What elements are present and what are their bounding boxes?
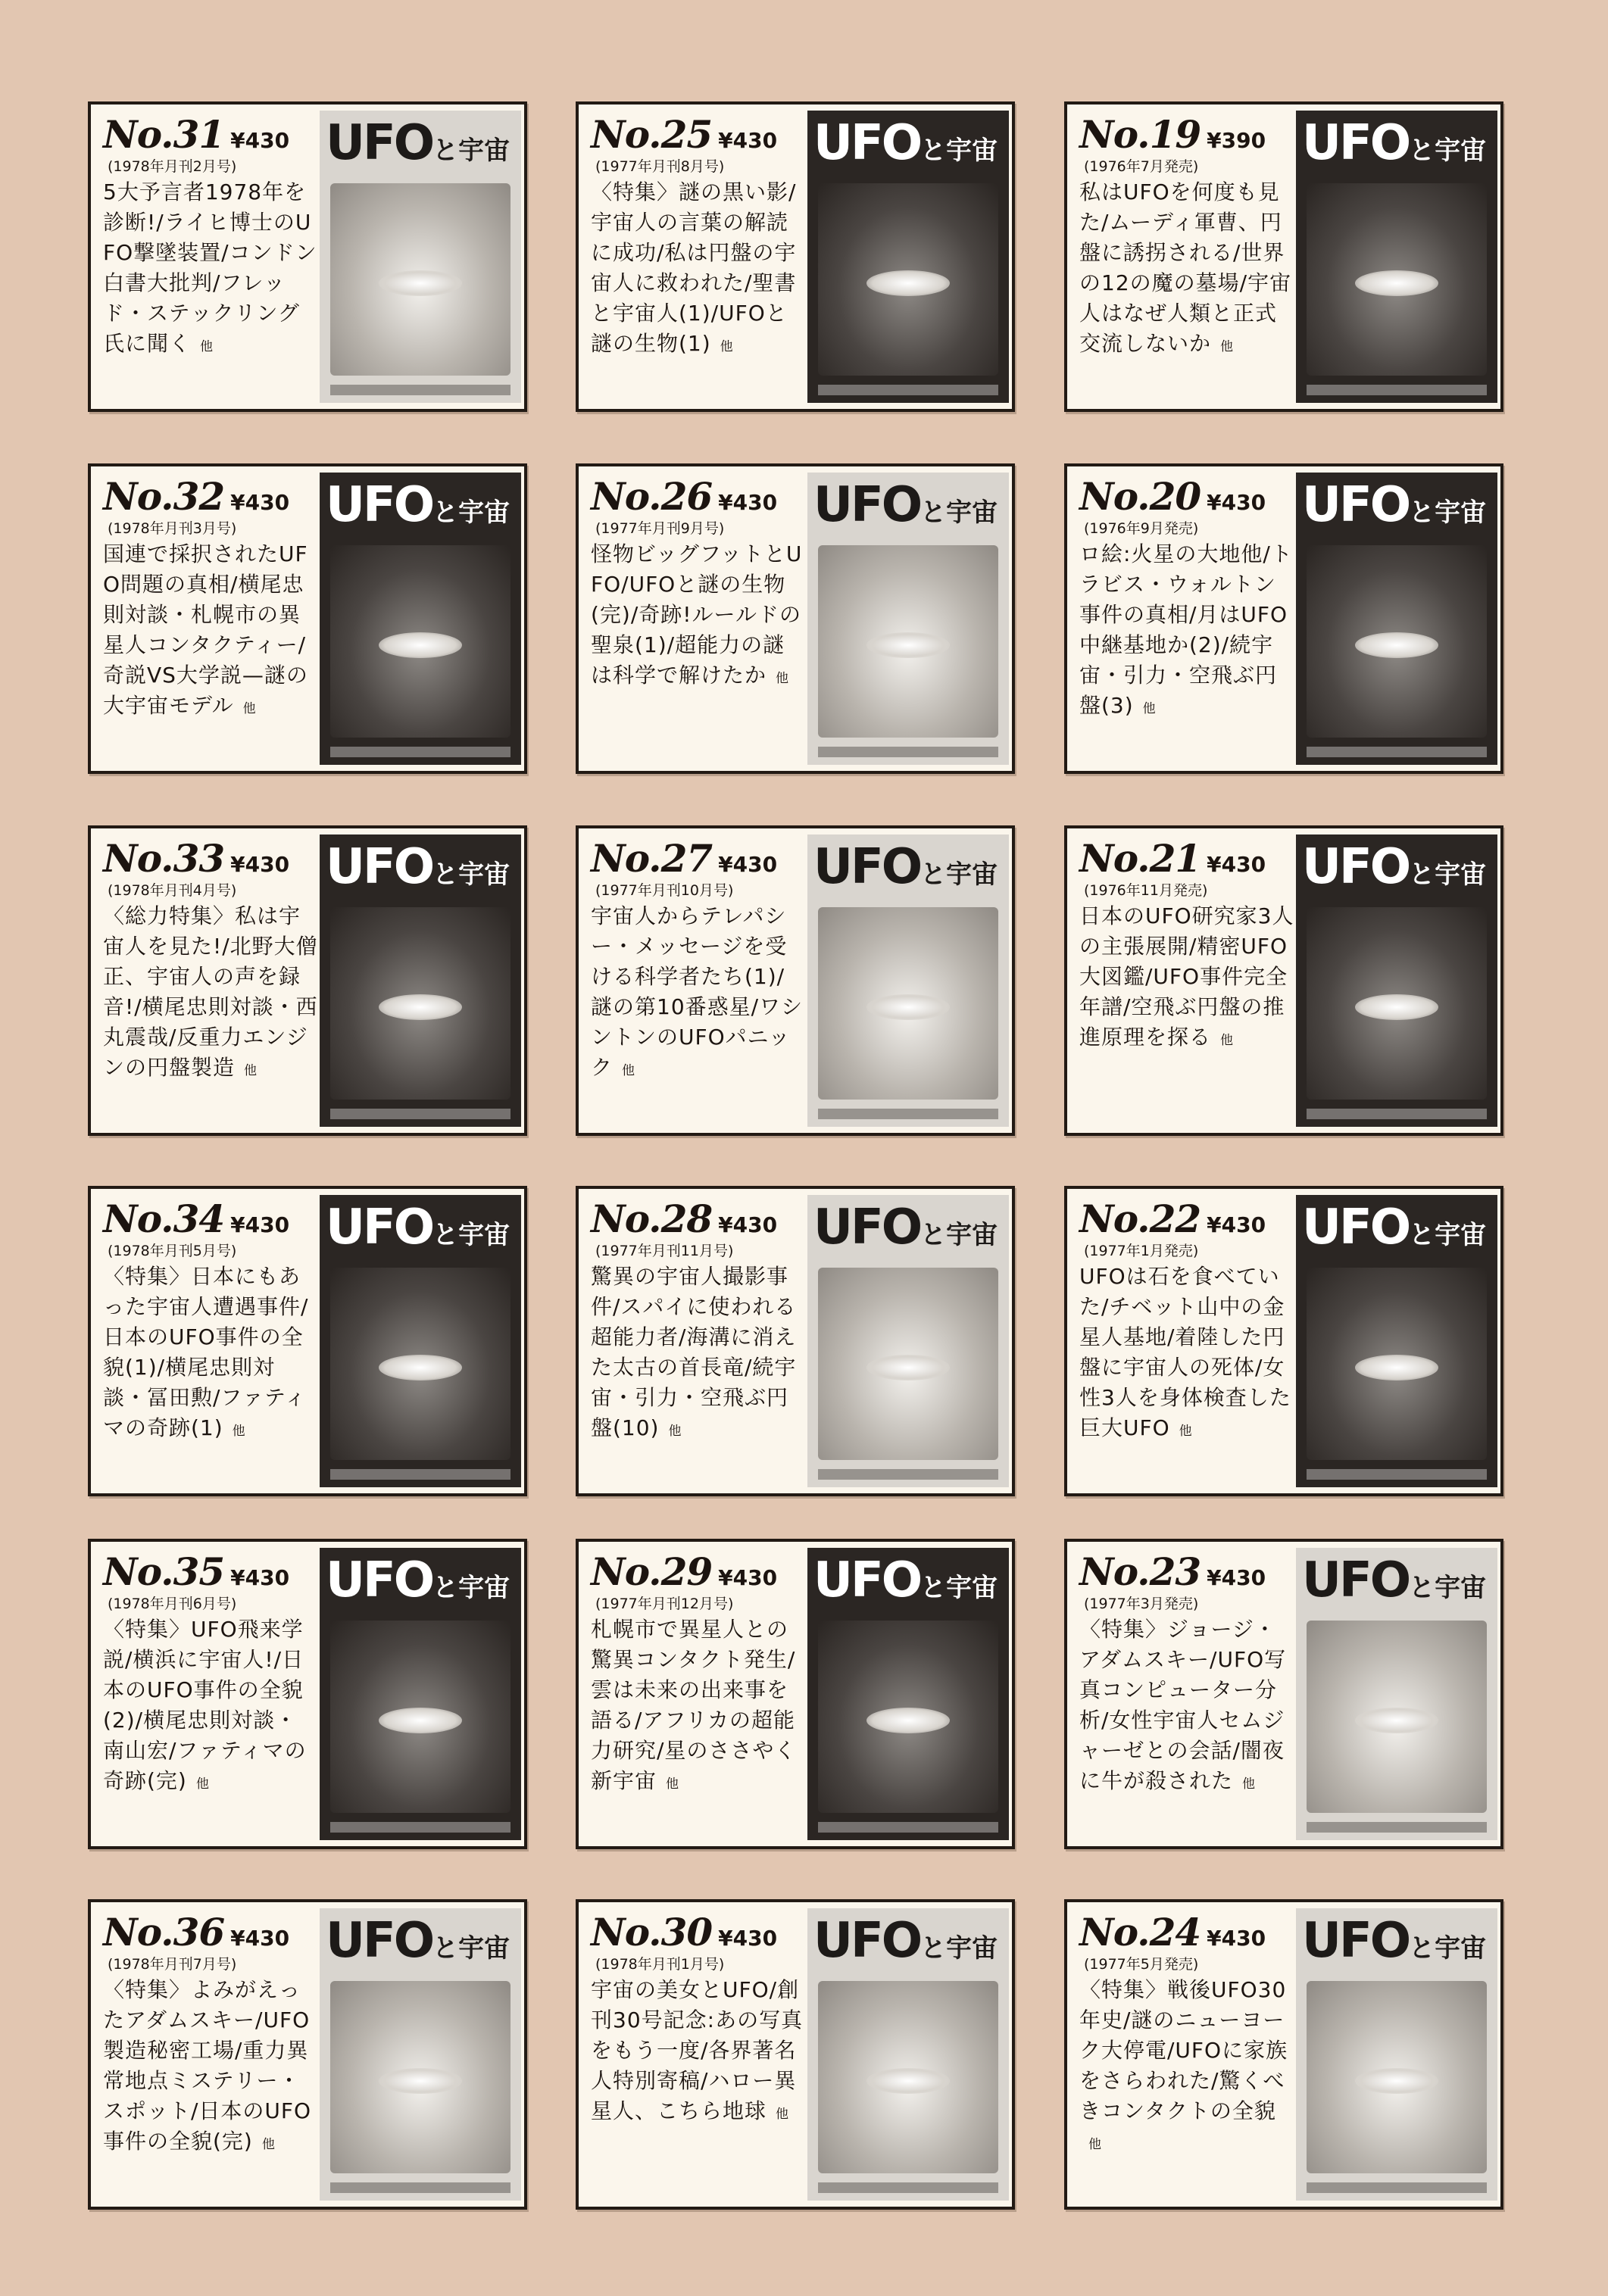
cover-image	[807, 1908, 1009, 2201]
issue-number: No.29	[591, 1549, 713, 1594]
cover-logo: UFOと宇宙	[813, 477, 998, 533]
issue-number: No.32	[103, 474, 225, 519]
cover-logo-kana: と宇宙	[920, 136, 998, 166]
cover-logo-kana: と宇宙	[1409, 498, 1487, 528]
issue-date: (1977年3月発売)	[1084, 1596, 1199, 1612]
cover-image	[320, 1548, 521, 1840]
cover-art	[330, 907, 511, 1100]
ufo-icon	[379, 2068, 462, 2094]
issue-number: No.34	[103, 1196, 225, 1241]
cover-logo: UFOと宇宙	[813, 839, 998, 895]
etc-label: 他	[195, 1777, 209, 1792]
issue-date: (1978年月刊4月号)	[108, 882, 237, 899]
cover-caption-band	[330, 1469, 511, 1480]
cover-caption-band	[818, 1469, 998, 1480]
issue-date: (1977年月刊10月号)	[595, 882, 734, 899]
issue-number: No.26	[591, 474, 713, 519]
issue-contents: 日本のUFO研究家3人の主張展開/精密UFO大図鑑/UFO事件完全年譜/空飛ぶ円盤の推進原理を探る 他	[1079, 903, 1294, 1050]
issue-header	[591, 474, 818, 519]
issue-number: No.24	[1079, 1910, 1201, 1954]
issue-header	[591, 112, 818, 157]
issue-contents: 国連で採択されたUFO問題の真相/横尾忠則対談・札幌市の異星人コンタクティー/奇説VS大学説—謎の大宇宙モデル 他	[103, 541, 308, 718]
issue-number: No.20	[1079, 474, 1201, 519]
cover-art	[818, 1981, 998, 2173]
cover-logo-kana: と宇宙	[432, 1220, 511, 1250]
cover-caption-band	[330, 747, 511, 757]
cover-logo-kana: と宇宙	[1409, 136, 1487, 166]
cover-caption-band	[330, 2182, 511, 2193]
cover-image	[1296, 111, 1497, 403]
issue-price: ¥430	[718, 490, 778, 515]
etc-label: 他	[776, 2107, 789, 2122]
issue-card	[1064, 825, 1503, 1136]
issue-card	[88, 1186, 527, 1496]
ufo-icon	[1355, 632, 1438, 658]
ufo-icon	[866, 2068, 950, 2094]
issue-price: ¥430	[230, 1926, 290, 1951]
issue-price: ¥430	[230, 852, 290, 877]
issue-card	[1064, 1539, 1503, 1849]
cover-art	[1307, 907, 1487, 1100]
cover-caption-band	[818, 1109, 998, 1119]
etc-label: 他	[1220, 1033, 1234, 1048]
cover-logo: UFOと宇宙	[813, 115, 998, 171]
issue-price: ¥430	[718, 1926, 778, 1951]
issue-date: (1978年月刊6月号)	[108, 1596, 237, 1612]
etc-label: 他	[666, 1777, 679, 1792]
issue-contents: 〈特集〉ジョージ・アダムスキー/UFO写真コンピューター分析/女性宇宙人セムジャーゼとの会話/闇夜に牛が殺された 他	[1079, 1617, 1287, 1793]
ufo-icon	[866, 994, 950, 1020]
cover-art	[1307, 1268, 1487, 1460]
issue-header	[103, 836, 330, 881]
cover-logo-kana: と宇宙	[432, 1573, 511, 1603]
issue-header	[1079, 836, 1307, 881]
cover-art	[1307, 545, 1487, 738]
issue-date: (1977年1月発売)	[1084, 1243, 1199, 1259]
etc-label: 他	[244, 1063, 258, 1078]
issue-date: (1976年11月発売)	[1084, 882, 1208, 899]
issue-contents: 驚異の宇宙人撮影事件/スパイに使われる超能力者/海溝に消えた太古の首長竜/続宇宙・引力・空飛ぶ円盤(10) 他	[591, 1264, 797, 1440]
issue-date: (1977年月刊11月号)	[595, 1243, 734, 1259]
cover-logo-kana: と宇宙	[920, 1933, 998, 1964]
issue-card	[576, 825, 1015, 1136]
issue-card	[1064, 101, 1503, 412]
cover-image	[807, 111, 1009, 403]
etc-label: 他	[242, 701, 256, 716]
cover-image	[320, 473, 521, 765]
issue-header	[103, 112, 330, 157]
cover-image	[1296, 1548, 1497, 1840]
issue-number: No.35	[103, 1549, 225, 1594]
cover-image	[1296, 1195, 1497, 1487]
issue-card	[1064, 463, 1503, 774]
issue-contents: 〈特集〉UFO飛来学説/横浜に宇宙人!/日本のUFO事件の全貌(2)/横尾忠則対談・南山宏/ファティマの奇跡(完) 他	[103, 1617, 307, 1793]
etc-label: 他	[720, 339, 733, 354]
ufo-icon	[1355, 1708, 1438, 1733]
etc-label: 他	[1179, 1424, 1192, 1439]
ufo-icon	[379, 270, 462, 296]
issue-price: ¥430	[1207, 1212, 1266, 1237]
issue-contents: 〈特集〉謎の黒い影/宇宙人の言葉の解読に成功/私は円盤の宇宙人に救われた/聖書と宇宙人(1)/UFOと謎の生物(1) 他	[591, 179, 797, 356]
issue-number: No.25	[591, 112, 713, 157]
ufo-icon	[866, 1355, 950, 1380]
issue-date: (1978年月刊2月号)	[108, 158, 237, 175]
cover-logo: UFOと宇宙	[1302, 839, 1487, 895]
cover-logo-kana: と宇宙	[1409, 1933, 1487, 1964]
cover-image	[1296, 473, 1497, 765]
cover-logo: UFOと宇宙	[1302, 1552, 1487, 1608]
issue-contents: 怪物ビッグフットとUFO/UFOと謎の生物(完)/奇跡!ルールドの聖泉(1)/超能力の謎は科学で解けたか 他	[591, 541, 803, 688]
cover-logo: UFOと宇宙	[326, 1199, 511, 1256]
issue-header	[103, 1196, 330, 1241]
cover-image	[320, 834, 521, 1127]
ufo-icon	[379, 1355, 462, 1380]
issue-header	[103, 1910, 330, 1954]
cover-art	[1307, 1621, 1487, 1813]
issue-date: (1977年月刊12月号)	[595, 1596, 734, 1612]
issue-contents: 〈特集〉日本にもあった宇宙人遭遇事件/日本のUFO事件の全貌(1)/横尾忠則対談・冨田勲/ファティマの奇跡(1) 他	[103, 1264, 309, 1440]
issue-date: (1978年月刊7月号)	[108, 1956, 237, 1973]
cover-art	[330, 545, 511, 738]
ufo-icon	[1355, 2068, 1438, 2094]
issue-price: ¥430	[230, 1565, 290, 1590]
etc-label: 他	[1142, 701, 1156, 716]
cover-logo: UFOと宇宙	[1302, 115, 1487, 171]
issue-card	[88, 463, 527, 774]
issue-contents: 〈総力特集〉私は宇宙人を見た!/北野大僧正、宇宙人の声を録音!/横尾忠則対談・西丸震哉/反重力エンジンの円盤製造 他	[103, 903, 318, 1080]
issue-price: ¥430	[718, 128, 778, 153]
cover-logo-kana: と宇宙	[1409, 1220, 1487, 1250]
issue-date: (1978年月刊3月号)	[108, 520, 237, 537]
cover-logo-kana: と宇宙	[432, 136, 511, 166]
cover-logo-kana: と宇宙	[1409, 1573, 1487, 1603]
cover-caption-band	[330, 385, 511, 395]
cover-caption-band	[1307, 1109, 1487, 1119]
issue-contents: UFOは石を食べていた/チベット山中の金星人基地/着陸した円盤に宇宙人の死体/女性3人を身体検査した巨大UFO 他	[1079, 1264, 1291, 1440]
issue-header	[591, 1910, 818, 1954]
cover-logo: UFOと宇宙	[326, 477, 511, 533]
issue-header	[1079, 112, 1307, 157]
cover-logo-kana: と宇宙	[1409, 859, 1487, 890]
cover-image	[807, 473, 1009, 765]
issue-price: ¥430	[718, 1565, 778, 1590]
cover-caption-band	[1307, 385, 1487, 395]
issue-header	[103, 1549, 330, 1594]
issue-price: ¥430	[718, 1212, 778, 1237]
issue-price: ¥390	[1207, 128, 1266, 153]
cover-image	[1296, 834, 1497, 1127]
issue-price: ¥430	[1207, 1926, 1266, 1951]
issue-contents: ロ絵:火星の大地他/トラビス・ウォルトン事件の真相/月はUFO中継基地か(2)/続宇宙・引力・空飛ぶ円盤(3) 他	[1079, 541, 1293, 718]
cover-art	[818, 545, 998, 738]
issue-price: ¥430	[230, 490, 290, 515]
issue-number: No.28	[591, 1196, 713, 1241]
cover-image	[1296, 1908, 1497, 2201]
issue-price: ¥430	[1207, 490, 1266, 515]
etc-label: 他	[1220, 339, 1234, 354]
issue-card	[88, 1539, 527, 1849]
issue-card	[576, 463, 1015, 774]
cover-logo: UFOと宇宙	[813, 1913, 998, 1969]
issue-card	[576, 1899, 1015, 2210]
cover-logo: UFOと宇宙	[1302, 1199, 1487, 1256]
issue-date: (1976年7月発売)	[1084, 158, 1199, 175]
issue-card	[576, 1186, 1015, 1496]
issue-contents: 5大予言者1978年を診断!/ライヒ博士のUFO撃墜装置/コンドン白書大批判/フレッド・ステックリング氏に聞く 他	[103, 179, 317, 356]
cover-logo: UFOと宇宙	[813, 1552, 998, 1608]
issue-card	[88, 101, 527, 412]
cover-image	[320, 1908, 521, 2201]
cover-logo: UFOと宇宙	[1302, 1913, 1487, 1969]
issue-number: No.31	[103, 112, 225, 157]
issue-card	[88, 825, 527, 1136]
cover-logo-kana: と宇宙	[920, 1573, 998, 1603]
cover-art	[818, 1268, 998, 1460]
etc-label: 他	[622, 1063, 635, 1078]
cover-logo-kana: と宇宙	[432, 498, 511, 528]
issue-contents: 札幌市で異星人との驚異コンタクト発生/雲は未来の出来事を語る/アフリカの超能力研究/星のささやく新宇宙 他	[591, 1617, 797, 1793]
ufo-icon	[1355, 270, 1438, 296]
issue-number: No.27	[591, 836, 713, 881]
cover-caption-band	[818, 747, 998, 757]
issue-date: (1977年月刊8月号)	[595, 158, 725, 175]
cover-image	[320, 111, 521, 403]
issue-header	[1079, 474, 1307, 519]
issue-header	[591, 836, 818, 881]
cover-logo-kana: と宇宙	[432, 1933, 511, 1964]
cover-logo-kana: と宇宙	[920, 498, 998, 528]
cover-image	[807, 1195, 1009, 1487]
cover-image	[320, 1195, 521, 1487]
issue-header	[103, 474, 330, 519]
cover-caption-band	[1307, 1469, 1487, 1480]
cover-art	[818, 1621, 998, 1813]
etc-label: 他	[1242, 1777, 1256, 1792]
ufo-icon	[379, 994, 462, 1020]
issue-date: (1978年月刊1月号)	[595, 1956, 725, 1973]
issue-header	[1079, 1196, 1307, 1241]
etc-label: 他	[261, 2137, 275, 2152]
cover-caption-band	[330, 1109, 511, 1119]
cover-art	[1307, 1981, 1487, 2173]
cover-art	[330, 183, 511, 376]
issue-number: No.33	[103, 836, 225, 881]
ufo-icon	[866, 632, 950, 658]
cover-logo: UFOと宇宙	[1302, 477, 1487, 533]
cover-logo-kana: と宇宙	[432, 859, 511, 890]
ufo-icon	[866, 1708, 950, 1733]
cover-caption-band	[818, 2182, 998, 2193]
cover-image	[807, 834, 1009, 1127]
issue-date: (1976年9月発売)	[1084, 520, 1199, 537]
issue-date: (1977年5月発売)	[1084, 1956, 1199, 1973]
issue-header	[591, 1549, 818, 1594]
etc-label: 他	[1088, 2137, 1101, 2152]
issue-contents: 宇宙人からテレパシー・メッセージを受ける科学者たち(1)/謎の第10番惑星/ワシントンのUFOパニック 他	[591, 903, 804, 1080]
issue-number: No.30	[591, 1910, 713, 1954]
cover-logo: UFOと宇宙	[326, 115, 511, 171]
cover-caption-band	[330, 1822, 511, 1833]
issue-date: (1978年月刊5月号)	[108, 1243, 237, 1259]
issue-price: ¥430	[1207, 852, 1266, 877]
issue-number: No.23	[1079, 1549, 1201, 1594]
cover-caption-band	[818, 1822, 998, 1833]
issue-date: (1977年月刊9月号)	[595, 520, 725, 537]
issue-card	[576, 1539, 1015, 1849]
issue-number: No.22	[1079, 1196, 1201, 1241]
cover-logo: UFOと宇宙	[326, 839, 511, 895]
cover-logo-kana: と宇宙	[920, 1220, 998, 1250]
issue-contents: 私はUFOを何度も見た/ムーディ軍曹、円盤に誘拐される/世界の12の魔の墓場/宇宙人はなぜ人類と正式交流しないか 他	[1079, 179, 1292, 356]
issue-card	[576, 101, 1015, 412]
etc-label: 他	[668, 1424, 682, 1439]
cover-logo: UFOと宇宙	[326, 1552, 511, 1608]
ufo-icon	[1355, 994, 1438, 1020]
etc-label: 他	[776, 671, 789, 686]
cover-logo: UFOと宇宙	[326, 1913, 511, 1969]
issue-card	[88, 1899, 527, 2210]
cover-caption-band	[1307, 2182, 1487, 2193]
ufo-icon	[1355, 1355, 1438, 1380]
issue-header	[591, 1196, 818, 1241]
issue-number: No.19	[1079, 112, 1201, 157]
issue-contents: 〈特集〉よみがえったアダムスキー/UFO製造秘密工場/重力異常地点ミステリー・スポット/日本のUFO事件の全貌(完) 他	[103, 1977, 312, 2154]
cover-logo-kana: と宇宙	[920, 859, 998, 890]
issue-price: ¥430	[718, 852, 778, 877]
etc-label: 他	[200, 339, 214, 354]
cover-art	[330, 1981, 511, 2173]
cover-art	[330, 1621, 511, 1813]
issue-header	[1079, 1910, 1307, 1954]
issue-price: ¥430	[230, 1212, 290, 1237]
issue-header	[1079, 1549, 1307, 1594]
issue-contents: 〈特集〉戦後UFO30年史/謎のニューヨーク大停電/UFOに家族をさらわれた/驚くべきコンタクトの全貌他	[1079, 1977, 1288, 2152]
cover-caption-band	[818, 385, 998, 395]
issue-number: No.36	[103, 1910, 225, 1954]
issue-number: No.21	[1079, 836, 1201, 881]
cover-caption-band	[1307, 1822, 1487, 1833]
issue-contents: 宇宙の美女とUFO/創刊30号記念:あの写真をもう一度/各界著名人特別寄稿/ハロー異星人、こちら地球 他	[591, 1977, 804, 2123]
ufo-icon	[866, 270, 950, 296]
cover-image	[807, 1548, 1009, 1840]
ufo-icon	[379, 1708, 462, 1733]
issue-card	[1064, 1186, 1503, 1496]
cover-caption-band	[1307, 747, 1487, 757]
cover-art	[818, 183, 998, 376]
issue-price: ¥430	[1207, 1565, 1266, 1590]
cover-art	[330, 1268, 511, 1460]
cover-art	[1307, 183, 1487, 376]
cover-logo: UFOと宇宙	[813, 1199, 998, 1256]
ufo-icon	[379, 632, 462, 658]
etc-label: 他	[232, 1424, 245, 1439]
issue-price: ¥430	[230, 128, 290, 153]
cover-art	[818, 907, 998, 1100]
issue-card	[1064, 1899, 1503, 2210]
